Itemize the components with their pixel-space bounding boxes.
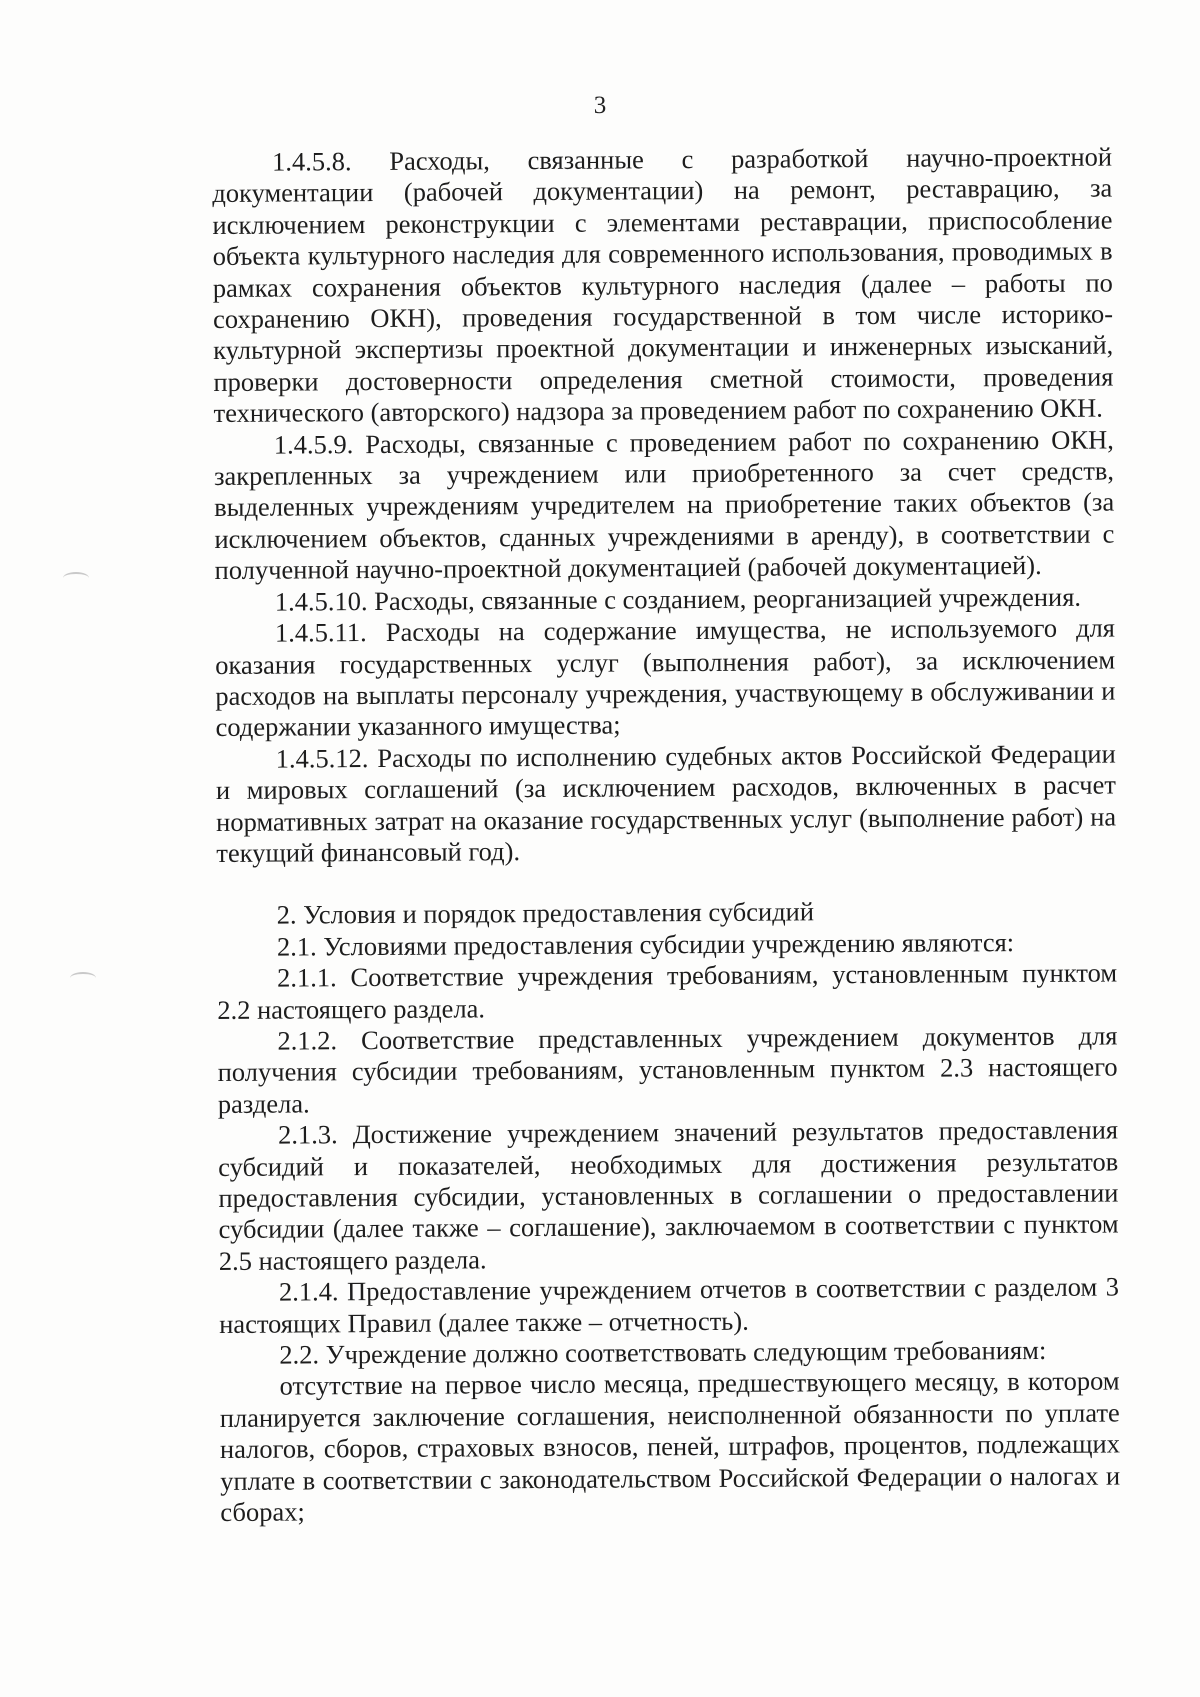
paragraph-2-1-3: 2.1.3. Достижение учреждением значений результатов предоставления субсидий и показателей, необходимых для достижения результатов предоставления субсидии, установленных в соглашении о предоставлении субсидии (далее также – соглашение), заключаемом в соответствии с пунктом 2.5 настоящего раздела.: [218, 1114, 1119, 1276]
scan-hole-mark: [63, 572, 89, 584]
paragraph-2-1: 2.1. Условиями предоставления субсидии учреждению являются:: [276, 926, 1015, 962]
paragraph-2-1-2: 2.1.2. Соответствие представленных учреждением документов для получения субсидии требованиям, установленным пунктом 2.3 настоящего раздела.: [217, 1020, 1118, 1119]
paragraph-1-4-5-11: 1.4.5.11. Расходы на содержание имущества, не используемого для оказания государственных услуг (выполнения работ), за исключением расходов на выплаты персоналу учреждения, участвующему в обслуживании и содержании указанного имущества;: [215, 612, 1116, 743]
paragraph-2-1-4: 2.1.4. Предоставление учреждением отчетов в соответствии с разделом 3 настоящих Правил (далее также – отчетность).: [219, 1271, 1120, 1339]
paragraph-1-4-5-10: 1.4.5.10. Расходы, связанные с созданием, реорганизацией учреждения.: [274, 581, 1082, 617]
paragraph-2-2: 2.2. Учреждение должно соответствовать следующим требованиям:: [279, 1334, 1047, 1370]
paragraph-2-1-1: 2.1.1. Соответствие учреждения требованиям, установленным пунктом 2.2 настоящего раздела.: [217, 957, 1118, 1025]
scan-hole-mark: [70, 972, 96, 984]
document-body: [212, 142, 1120, 1529]
section-heading: 2. Условия и порядок предоставления субсидий: [276, 896, 815, 930]
paragraph-2-2-requirement: отсутствие на первое число месяца, предшествующего месяцу, в котором планируется заключение соглашения, неисполненной обязанности по уплате налогов, сборов, страховых взносов, пеней, штрафов, процентов, подлежащих уплате в соответствии с законодательством Российской Федерации о налогах и сборах;: [219, 1365, 1121, 1528]
paragraph-1-4-5-12: 1.4.5.12. Расходы по исполнению судебных актов Российской Федерации и мировых соглашений (за исключением расходов, включенных в расчет нормативных затрат на оказание государственных услуг (выполнение работ) на текущий финансовый год).: [215, 738, 1117, 868]
page-number: 3: [593, 92, 607, 119]
paragraph-1-4-5-9: 1.4.5.9. Расходы, связанные с проведением работ по сохранению ОКН, закрепленных за учреждением или приобретенного за счет средств, выделенных учреждениям учредителем на приобретение таких объектов (за исключением объектов, сданных учреждениями в аренду), в соответствии с полученной научно-проектной документацией (рабочей документацией).: [213, 424, 1115, 586]
paragraph-1-4-5-8: 1.4.5.8. Расходы, связанные с разработкой научно-проектной документации (рабочей документации) на ремонт, реставрацию, за исключением реконструкции с элементами реставрации, приспособление объекта культурного наследия для современного использования, проводимых в рамках сохранения объектов культурного наследия (далее – работы по сохранению ОКН), проведения государственной в том числе историко-культурной экспертизы проектной документации и инженерных изысканий, проверки достоверности определения сметной стоимости, проведения технического (авторского) надзора за проведением работ по сохранению ОКН.: [212, 141, 1114, 429]
